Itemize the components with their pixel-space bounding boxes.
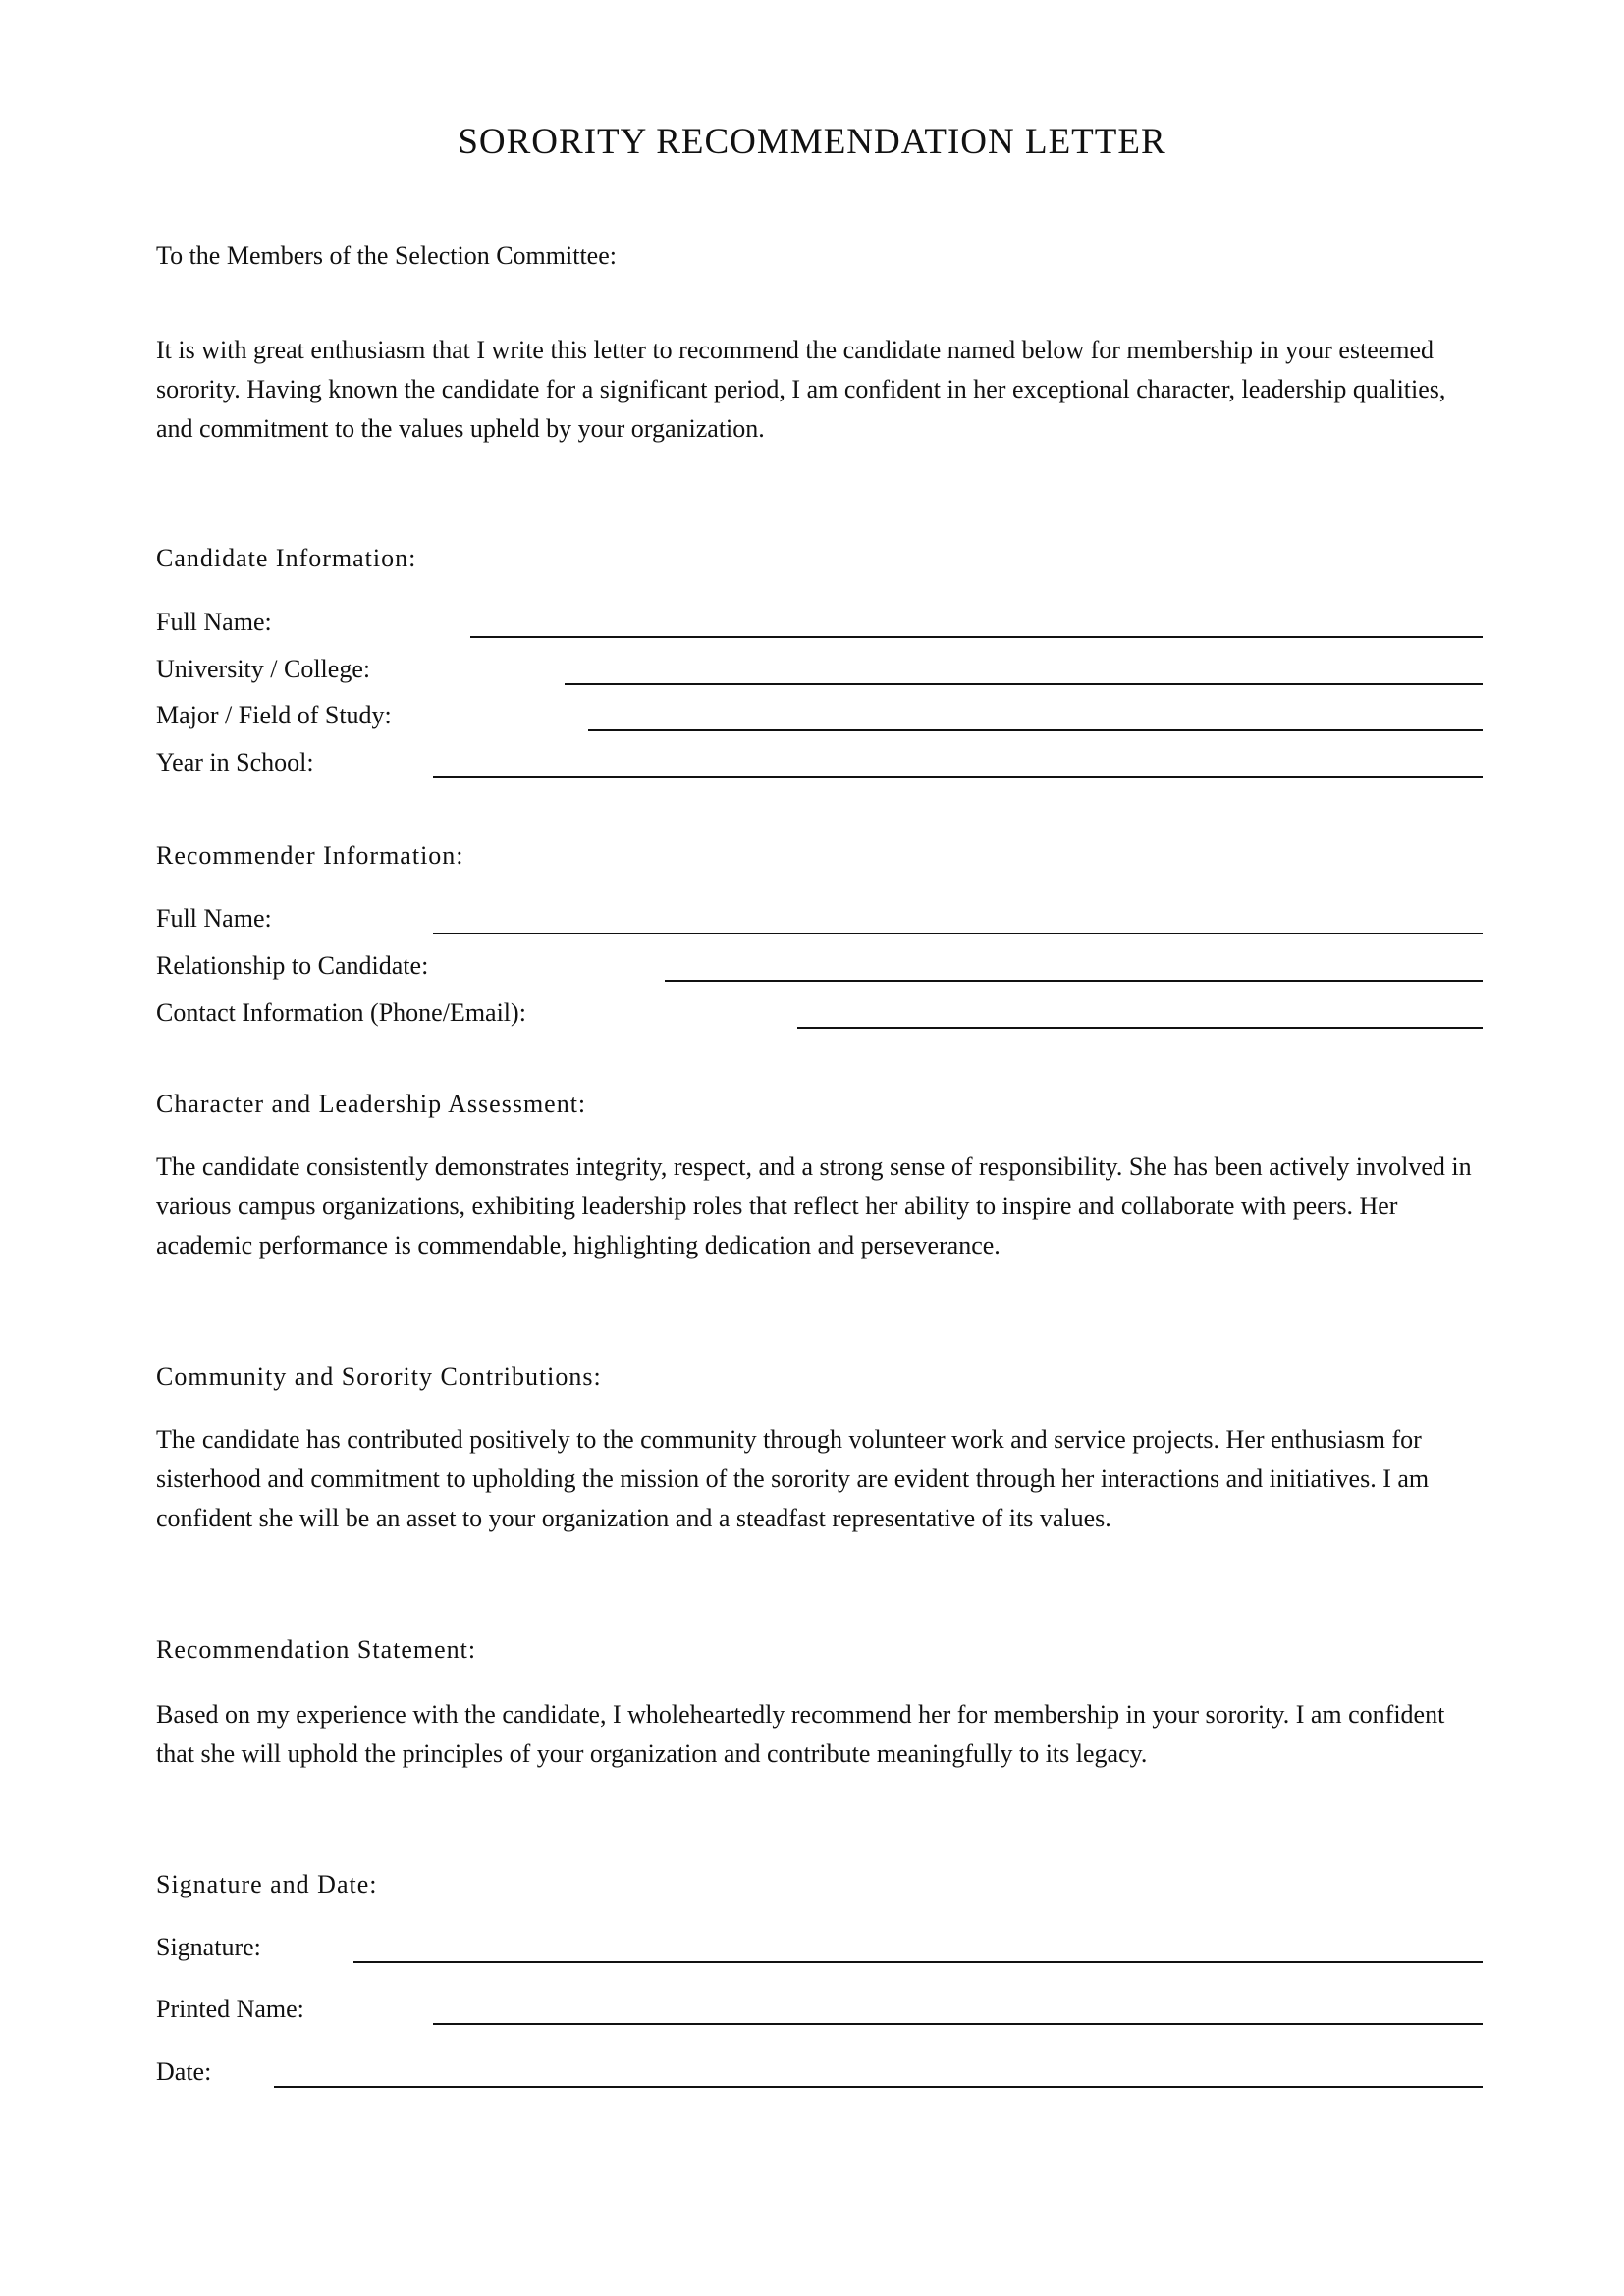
date-field [156, 2053, 1483, 2092]
recommendation-section-heading: Recommendation Statement: [156, 1635, 477, 1664]
community-paragraph: The candidate has contributed positively to the community through volunteer work and service projects. Her enthusiasm for sisterhood and commitment to upholding the mission of the sorority are evident through her interactions and initiatives. I am confident she will be an asset to your organization and a steadfast representative of its values. [156, 1425, 1430, 1532]
recommender-section-heading: Recommender Information: [156, 841, 464, 870]
candidate-university-field [156, 650, 1483, 689]
candidate-full-name-line[interactable] [470, 636, 1483, 638]
date-line[interactable] [274, 2086, 1483, 2088]
candidate-full-name-field [156, 603, 1483, 642]
printed-name-line[interactable] [433, 2023, 1483, 2025]
field-label: Signature: [156, 1933, 261, 1961]
candidate-section-heading: Candidate Information: [156, 544, 417, 572]
recommender-full-name-line[interactable] [433, 933, 1483, 934]
field-label: Relationship to Candidate: [156, 951, 429, 980]
signature-field [156, 1928, 1483, 1967]
field-label: University / College: [156, 655, 371, 683]
candidate-year-line[interactable] [433, 776, 1483, 778]
recommendation-paragraph: Based on my experience with the candidate, I wholeheartedly recommend her for membership in your sorority. I am confident that she will uphold the principles of your organization and contribute meaningfully to its legacy. [156, 1700, 1445, 1768]
recommender-contact-field [156, 993, 1483, 1033]
recommender-full-name-field [156, 899, 1483, 938]
candidate-university-line[interactable] [565, 683, 1483, 685]
document-title: SORORITY RECOMMENDATION LETTER [458, 122, 1166, 162]
character-paragraph: The candidate consistently demonstrates integrity, respect, and a strong sense of responsibility. She has been actively involved in various campus organizations, exhibiting leadership roles that reflect her ability to inspire and collaborate with peers. Her academic performance is commendable, highlighting dedication and perseverance. [156, 1152, 1472, 1259]
field-label: Year in School: [156, 748, 314, 776]
printed-name-field [156, 1990, 1483, 2029]
field-label: Contact Information (Phone/Email): [156, 998, 526, 1027]
field-label: Full Name: [156, 904, 272, 933]
intro-paragraph: It is with great enthusiasm that I write this letter to recommend the candidate named below for membership in your esteemed sorority. Having known the candidate for a significant period, I am confident in her exceptional character, leadership qualities, and commitment to the values upheld by your organization. [156, 336, 1446, 443]
field-label: Full Name: [156, 608, 272, 636]
salutation: To the Members of the Selection Committee: [156, 241, 617, 270]
candidate-year-field [156, 743, 1483, 782]
community-section-heading: Community and Sorority Contributions: [156, 1362, 602, 1391]
field-label: Major / Field of Study: [156, 701, 392, 729]
signature-line[interactable] [353, 1961, 1483, 1963]
field-label: Printed Name: [156, 1995, 304, 2023]
candidate-major-line[interactable] [588, 729, 1483, 731]
signature-section-heading: Signature and Date: [156, 1870, 378, 1898]
recommender-relationship-field [156, 946, 1483, 986]
character-section-heading: Character and Leadership Assessment: [156, 1090, 587, 1118]
candidate-major-field [156, 696, 1483, 735]
field-label: Date: [156, 2057, 212, 2086]
recommender-relationship-line[interactable] [665, 980, 1483, 982]
recommender-contact-line[interactable] [797, 1027, 1483, 1029]
